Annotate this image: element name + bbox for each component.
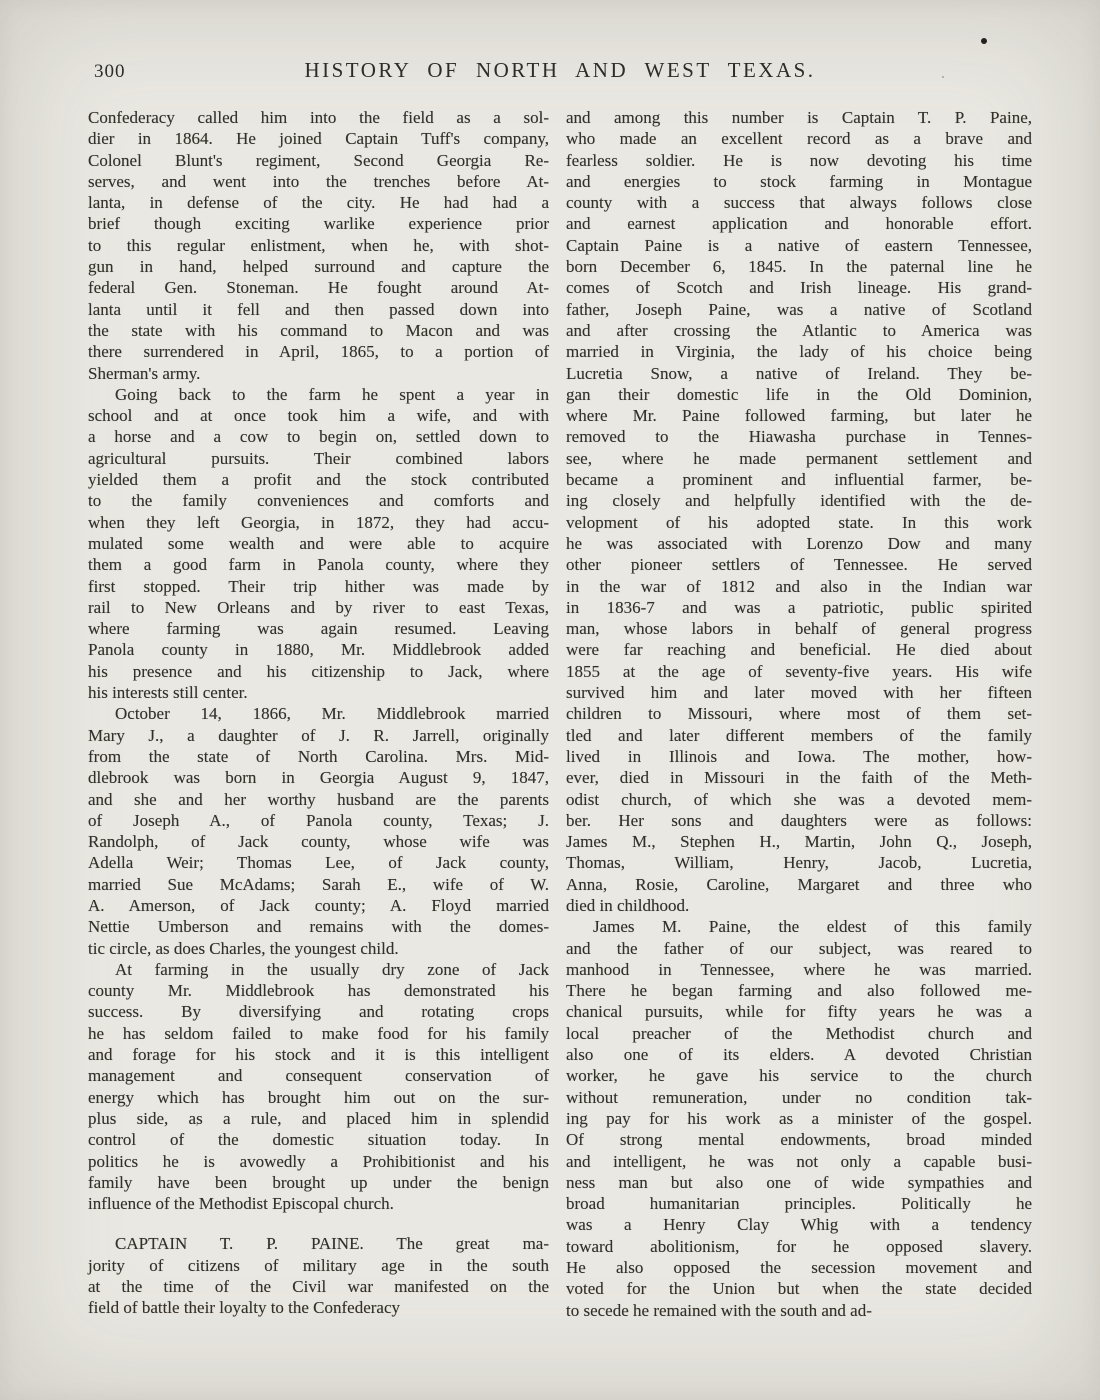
text-line: and forage for his stock and it is this intelligent [88, 1045, 549, 1065]
text-line: and after crossing the Atlantic to America was [566, 320, 1032, 340]
text-line: velopment of his adopted state. In this work [566, 512, 1032, 532]
text-line: were far reaching and beneficial. He died about [566, 640, 1032, 660]
scan-speck [981, 38, 987, 44]
text-line: where Mr. Paine followed farming, but later he [566, 406, 1032, 426]
text-line: a horse and a cow to begin on, settled down to [88, 427, 549, 447]
text-line: he has seldom failed to make food for his family [88, 1023, 549, 1043]
text-line: from the state of North Carolina. Mrs. Mid- [88, 746, 549, 766]
text-line: dlebrook was born in Georgia August 9, 1847, [88, 768, 549, 788]
text-line: born December 6, 1845. In the paternal line he [566, 257, 1032, 277]
text-line: Of strong mental endowments, broad minded [566, 1130, 1032, 1150]
text-line: gan their domestic life in the Old Dominion, [566, 384, 1032, 404]
text-line: also one of its elders. A devoted Christian [566, 1045, 1032, 1065]
text-line: ber. Her sons and daughters were as follows: [566, 810, 1032, 830]
text-line: Colonel Blunt's regiment, Second Georgia Re- [88, 150, 549, 170]
text-line: management and consequent conservation of [88, 1066, 549, 1086]
text-line: other pioneer settlers of Tennessee. He served [566, 555, 1032, 575]
text-line: without remuneration, under no condition tak- [566, 1087, 1032, 1107]
text-line: jority of citizens of military age in the south [88, 1255, 549, 1275]
text-line: October 14, 1866, Mr. Middlebrook married [115, 704, 549, 724]
text-line: plus side, as a rule, and placed him in splendid [88, 1108, 549, 1128]
text-line: voted for the Union but when the state decided [566, 1279, 1032, 1299]
page-number: 300 [94, 61, 126, 82]
paragraph [88, 959, 549, 1215]
text-line: James M. Paine, the eldest of this family [593, 917, 1032, 937]
text-line: 1855 at the age of seventy-five years. His wife [566, 661, 1032, 681]
text-line: field of battle their loyalty to the Confederacy [88, 1298, 401, 1318]
text-line: in 1836-7 and was a patriotic, public spirited [566, 597, 1032, 617]
text-line: them a good farm in Panola county, where they [88, 555, 549, 575]
text-line: to this regular enlistment, when he, with shot- [88, 235, 549, 255]
text-line: when they left Georgia, in 1872, they had accu- [88, 512, 549, 532]
text-line: and energies to stock farming in Montague [566, 171, 1032, 191]
text-line: Going back to the farm he spent a year in [115, 384, 549, 404]
text-line: influence of the Methodist Episcopal church. [88, 1194, 394, 1214]
text-line: Nettie Umberson and remains with the domes- [88, 917, 549, 937]
text-line: He also opposed the secession movement and [566, 1258, 1032, 1278]
text-line: Anna, Rosie, Caroline, Margaret and three who [566, 874, 1032, 894]
text-line: broad humanitarian principles. Politically he [566, 1194, 1032, 1214]
text-line: county Mr. Middlebrook has demonstrated his [88, 981, 549, 1001]
text-line: his presence and his citizenship to Jack, where [88, 661, 549, 681]
text-line: ness man but also one of wide sympathies and [566, 1172, 1032, 1192]
text-line: children to Missouri, where most of them set- [566, 704, 1032, 724]
text-line: first stopped. Their trip hither was made by [88, 576, 549, 596]
text-line: was a Henry Clay Whig with a tendency [566, 1215, 1032, 1235]
text-line: local preacher of the Methodist church and [566, 1023, 1032, 1043]
text-line: of Joseph A., of Panola county, Texas; J. [88, 810, 549, 830]
text-line: survived him and later moved with her fifteen [566, 683, 1032, 703]
text-line: rail to New Orleans and by river to east Texas, [88, 597, 549, 617]
text-line: mulated some wealth and were able to acquire [88, 533, 549, 553]
scan-speck [196, 1124, 198, 1126]
text-line: serves, and went into the trenches before At- [88, 171, 549, 191]
text-line: lived in Illinois and Iowa. The mother, how- [566, 746, 1032, 766]
paragraph [88, 107, 549, 384]
text-line: ing closely and helpfully identified with the de- [566, 491, 1032, 511]
text-line: died in childhood. [566, 895, 690, 915]
text-line: lanta, in defense of the city. He had had a [88, 193, 549, 213]
text-line: and earnest application and honorable effort. [566, 214, 1032, 234]
text-line: chanical pursuits, while for fifty years he was a [566, 1002, 1032, 1022]
paragraph [88, 703, 549, 959]
text-line: James M., Stephen H., Martin, John Q., Joseph, [566, 832, 1032, 852]
text-line: and she and her worthy husband are the parents [88, 789, 549, 809]
text-line: toward abolitionism, for he opposed slavery. [566, 1236, 1032, 1256]
text-line: and among this number is Captain T. P. Paine, [566, 108, 1032, 127]
text-line: At farming in the usually dry zone of Jack [115, 959, 549, 979]
page-header [88, 58, 1032, 90]
text-line: Sherman's army. [88, 363, 201, 383]
text-line: odist church, of which she was a devoted mem- [566, 789, 1032, 809]
text-line: comes of Scotch and Irish lineage. His grand- [566, 278, 1032, 298]
text-line: manhood in Tennessee, where he was married. [566, 959, 1032, 979]
text-line: dier in 1864. He joined Captain Tuff's company, [88, 129, 549, 149]
text-line: see, where he made permanent settlement and [566, 448, 1032, 468]
paragraph [566, 916, 1032, 1321]
text-line: the state with his command to Macon and was [88, 320, 549, 340]
text-line: Captain Paine is a native of eastern Tennessee, [566, 235, 1032, 255]
right-column [566, 107, 1032, 1321]
left-column [88, 107, 549, 1321]
text-line: Mary J., a daughter of J. R. Jarrell, originally [88, 725, 549, 745]
text-line: county with a success that always follows close [566, 193, 1032, 213]
text-line: lanta until it fell and then passed down into [88, 299, 549, 319]
text-line: at the time of the Civil war manifested on the [88, 1277, 549, 1297]
paragraph [566, 107, 1032, 916]
text-line: Panola county in 1880, Mr. Middlebrook added [88, 640, 549, 660]
text-line: married in Virginia, the lady of his choice being [566, 342, 1032, 362]
text-line: yielded them a profit and the stock contributed [88, 470, 549, 490]
text-line: brief though exciting warlike experience prior [88, 214, 549, 234]
text-line: agricultural pursuits. Their combined labors [88, 448, 549, 468]
text-line: ing pay for his work as a minister of the gospel. [566, 1108, 1032, 1128]
text-line: and intelligent, he was not only a capable busi- [566, 1151, 1032, 1171]
text-line: control of the domestic situation today. In [88, 1130, 549, 1150]
text-line: worker, he gave his service to the church [566, 1066, 1032, 1086]
text-line: father, Joseph Paine, was a native of Scotland [566, 299, 1032, 319]
text-line: his interests still center. [88, 683, 248, 703]
text-line: ever, died in Missouri in the faith of the Meth- [566, 768, 1032, 788]
text-line: success. By diversifying and rotating crops [88, 1002, 549, 1022]
text-line: there surrendered in April, 1865, to a portion of [88, 342, 549, 362]
text-line: A. Amerson, of Jack county; A. Floyd married [88, 895, 549, 915]
paragraph [88, 384, 549, 703]
text-line: Lucretia Snow, a native of Ireland. They be- [566, 363, 1032, 383]
text-line: family have been brought up under the benign [88, 1172, 549, 1192]
text-line: to the family conveniences and comforts and [88, 491, 549, 511]
text-line: Adella Weir; Thomas Lee, of Jack county, [88, 853, 549, 873]
text-line: Thomas, William, Henry, Jacob, Lucretia, [566, 853, 1032, 873]
text-line: married Sue McAdams; Sarah E., wife of W. [88, 874, 549, 894]
text-line: became a prominent and influential farmer, be- [566, 470, 1032, 490]
text-columns [88, 107, 1032, 1321]
text-line: tled and later different members of the family [566, 725, 1032, 745]
text-line: tic circle, as does Charles, the youngest child. [88, 938, 399, 958]
text-line: man, whose labors in behalf of general progress [566, 619, 1032, 639]
text-line: school and at once took him a wife, and with [88, 406, 549, 426]
text-line: energy which has brought him out on the sur- [88, 1087, 549, 1107]
text-line: to secede he remained with the south and ad- [566, 1300, 872, 1320]
scan-speck [942, 76, 944, 78]
text-line: Randolph, of Jack county, whose wife was [88, 832, 549, 852]
text-line: federal Gen. Stoneman. He fought around At- [88, 278, 549, 298]
text-line: There he began farming and also followed me- [566, 981, 1032, 1001]
text-line: CAPTAIN T. P. PAINE. The great ma- [115, 1234, 549, 1254]
text-line: and the father of our subject, was reared to [566, 938, 1032, 958]
text-line: fearless soldier. He is now devoting his time [566, 150, 1032, 170]
text-line: politics he is avowedly a Prohibitionist and his [88, 1151, 549, 1171]
text-line: gun in hand, helped surround and capture the [88, 257, 549, 277]
text-line: who made an excellent record as a brave and [566, 129, 1032, 149]
text-line: Confederacy called him into the field as a sol- [88, 108, 549, 127]
text-line: he was associated with Lorenzo Dow and many [566, 533, 1032, 553]
page-title: HISTORY OF NORTH AND WEST TEXAS. [304, 58, 816, 82]
text-line: in the war of 1812 and also in the Indian war [566, 576, 1032, 596]
paragraph [88, 1233, 549, 1318]
text-line: removed to the Hiawasha purchase in Tennes- [566, 427, 1032, 447]
text-line: where farming was again resumed. Leaving [88, 619, 549, 639]
